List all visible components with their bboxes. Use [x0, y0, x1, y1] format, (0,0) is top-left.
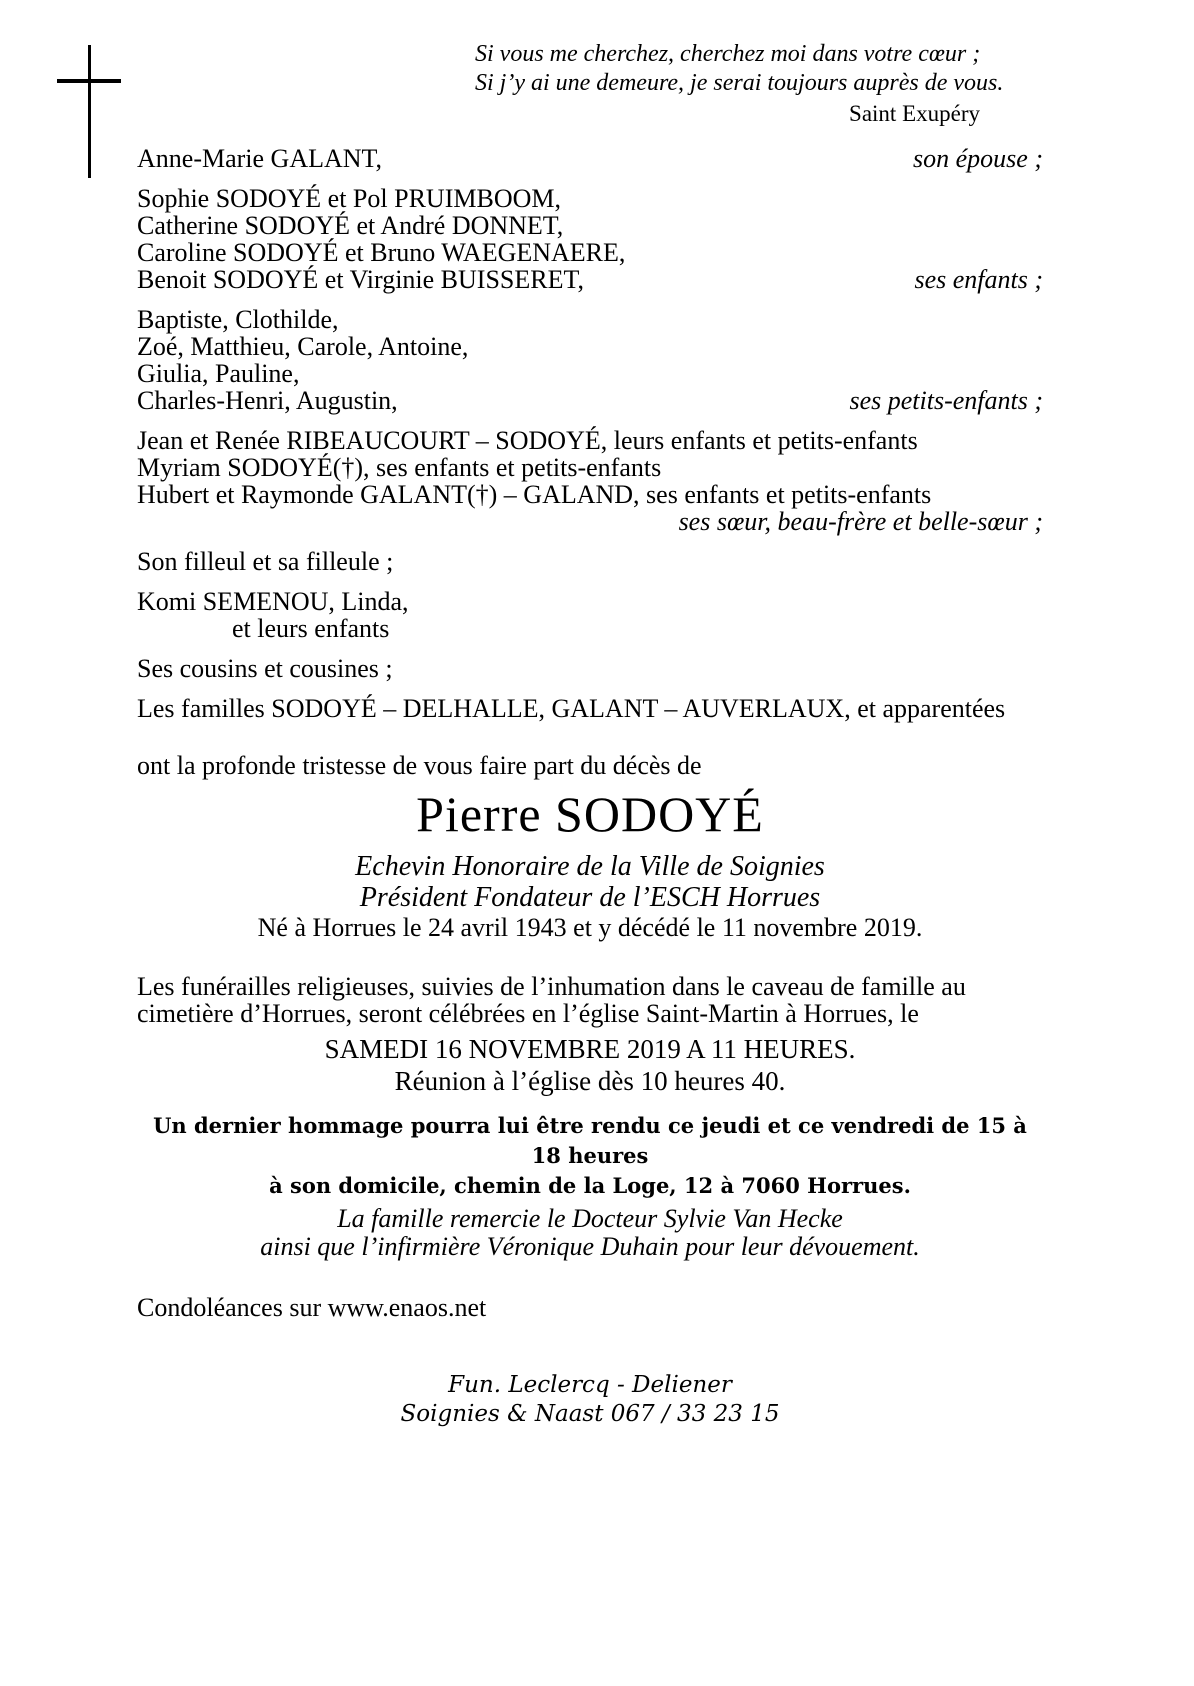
cross-horizontal-bar — [57, 79, 121, 83]
funeral-home-name: Fun. Leclercq - Deliener — [448, 1372, 732, 1398]
family-member: et leurs enfants — [232, 614, 390, 643]
condolences-note: Condoléances sur www.enaos.net — [137, 1293, 487, 1322]
relation-label: ses enfants ; — [914, 265, 1043, 294]
family-member: Caroline SODOYÉ et Bruno WAEGENAERE, — [137, 238, 626, 267]
family-member: Giulia, Pauline, — [137, 359, 300, 388]
ceremony-date: SAMEDI 16 NOVEMBRE 2019 A 11 HEURES. — [324, 1034, 856, 1064]
quote-line: Si vous me cherchez, cherchez moi dans votre cœur ; — [475, 41, 981, 67]
document-content — [137, 0, 1043, 1429]
last-homage-notice — [137, 1111, 1043, 1201]
family-member: Jean et Renée RIBEAUCOURT – SODOYÉ, leurs enfants et petits-enfants — [137, 426, 918, 455]
family-group-spouse — [137, 145, 1043, 172]
family-group-families — [137, 695, 1043, 722]
family-member: Les familles SODOYÉ – DELHALLE, GALANT – AUVERLAUX, et apparentées — [137, 694, 1006, 723]
ceremony-schedule — [137, 1033, 1043, 1097]
family-member: Komi SEMENOU, Linda, — [137, 587, 409, 616]
announcement-intro: ont la profonde tristesse de vous faire part du décès de — [137, 751, 702, 780]
funeral-details — [137, 973, 1043, 1027]
funeral-details-line: Les funérailles religieuses, suivies de l’inhumation dans le caveau de famille au — [137, 972, 966, 1001]
family-group-semenou — [137, 588, 1043, 642]
quote-line: Si j’y ai une demeure, je serai toujours auprès de vous. — [475, 70, 1004, 96]
family-member: Ses cousins et cousines ; — [137, 654, 393, 683]
family-member: Son filleul et sa filleule ; — [137, 547, 394, 576]
relation-label: ses sœur, beau-frère et belle-sœur ; — [678, 507, 1043, 536]
family-group-grandchildren — [137, 306, 1043, 414]
family-group-cousins — [137, 655, 1043, 682]
family-group-siblings — [137, 427, 1043, 535]
ceremony-meeting: Réunion à l’église dès 10 heures 40. — [394, 1066, 786, 1096]
cross-vertical-bar — [88, 45, 91, 178]
deceased-title: Président Fondateur de l’ESCH Horrues — [359, 882, 821, 913]
opening-quote — [475, 40, 1004, 128]
family-member: Anne-Marie GALANT, — [137, 144, 382, 173]
family-member: Zoé, Matthieu, Carole, Antoine, — [137, 332, 469, 361]
funeral-details-line: cimetière d’Horrues, seront célébrées en l’église Saint-Martin à Horrues, le — [137, 999, 919, 1028]
family-member: Catherine SODOYÉ et André DONNET, — [137, 211, 564, 240]
relation-label: ses petits-enfants ; — [849, 386, 1043, 415]
thanks-line: La famille remercie le Docteur Sylvie Van Hecke — [337, 1204, 843, 1233]
family-member: Hubert et Raymonde GALANT(†) – GALAND, ses enfants et petits-enfants — [137, 480, 932, 509]
family-member: Myriam SODOYÉ(†), ses enfants et petits-enfants — [137, 453, 662, 482]
homage-line: à son domicile, chemin de la Loge, 12 à 7060 Horrues. — [269, 1173, 911, 1198]
relation-label: son épouse ; — [913, 144, 1043, 173]
deceased-title: Echevin Honoraire de la Ville de Soignies — [355, 851, 825, 882]
family-member: Charles-Henri, Augustin, — [137, 386, 398, 415]
family-member: Sophie SODOYÉ et Pol PRUIMBOOM, — [137, 184, 561, 213]
family-member: Benoit SODOYÉ et Virginie BUISSERET, — [137, 265, 584, 294]
family-thanks — [137, 1205, 1043, 1261]
deceased-titles — [137, 851, 1043, 913]
family-member: Baptiste, Clothilde, — [137, 305, 339, 334]
deceased-name: Pierre SODOYÉ — [416, 786, 764, 842]
family-group-children — [137, 185, 1043, 293]
birth-death-dates: Né à Horrues le 24 avril 1943 et y décédé le 11 novembre 2019. — [257, 913, 923, 942]
quote-attribution: Saint Exupéry — [849, 101, 980, 126]
funeral-home-contact: Soignies & Naast 067 / 33 23 15 — [400, 1401, 780, 1427]
funeral-home-signature — [137, 1371, 1043, 1429]
homage-line: Un dernier hommage pourra lui être rendu ce jeudi et ce vendredi de 15 à 18 heures — [153, 1113, 1027, 1168]
thanks-line: ainsi que l’infirmière Véronique Duhain pour leur dévouement. — [260, 1232, 920, 1261]
family-group-godchildren — [137, 548, 1043, 575]
